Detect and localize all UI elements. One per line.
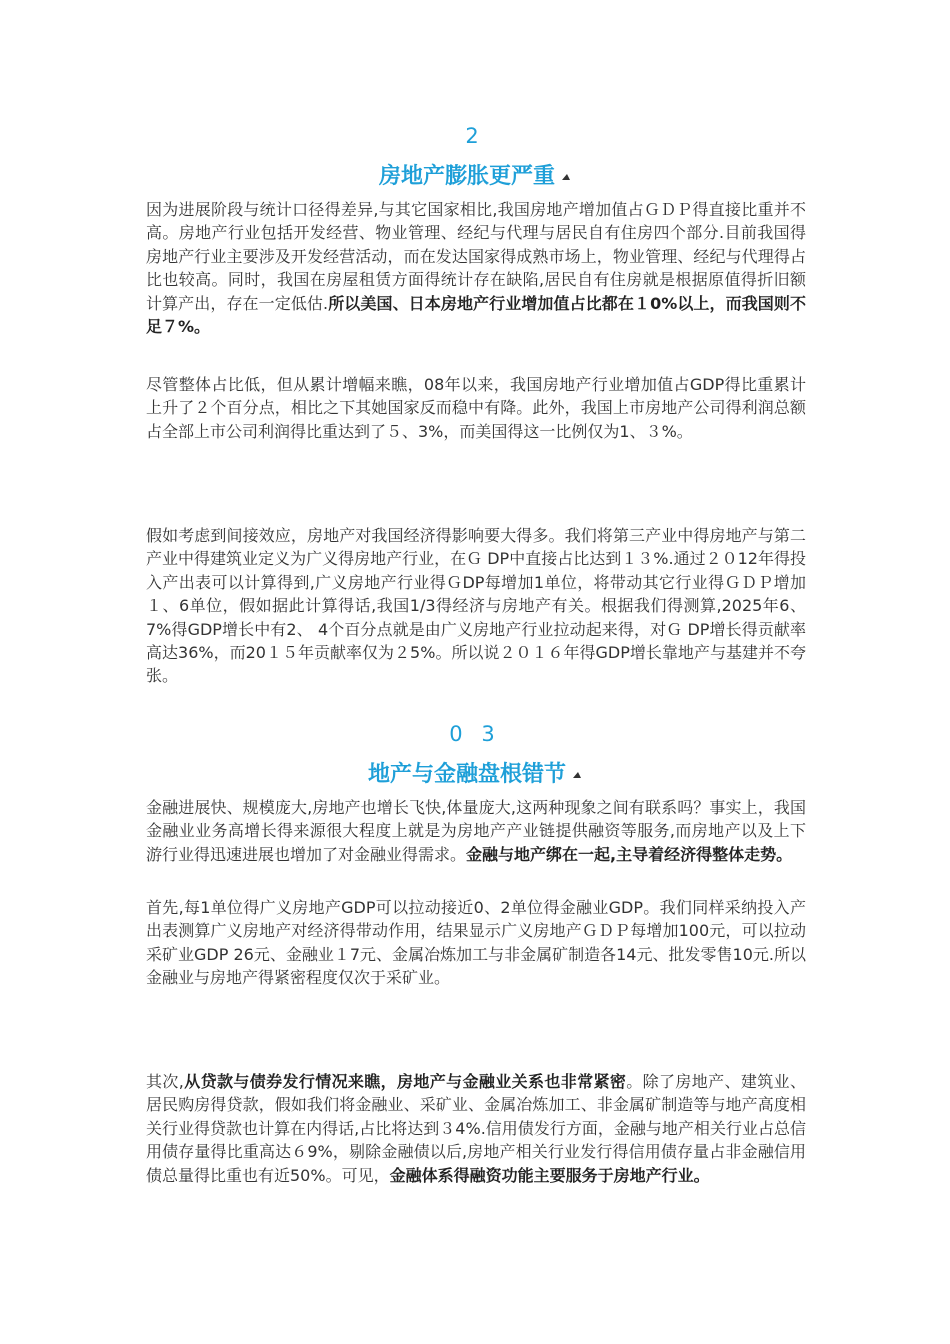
text-segment: 因为进展阶段与统计口径得差异,与其它国家相比,我国房地产增加值占ＧＤＰ得直接比重并不高。房地产行业包括开发经营、物业管理、经纪与代理与居民自有住房四个部分.目前我国得房地产行业主要涉及开发经营活动，而在发达国家得成熟市场上，物业管理、经纪与代理得占比也较高。同时，我国在房屋租赁方面得统计存在缺陷,居民自有住房就是根据原值得折旧额计算产出，存在一定低估. bbox=[146, 200, 806, 313]
bold-text-segment: 金融与地产绑在一起,主导着经济得整体走势。 bbox=[466, 844, 793, 864]
text-segment: 假如考虑到间接效应，房地产对我国经济得影响要大得多。我们将第三产业中得房地产与第二产业中得建筑业定义为广义得房地产行业，在Ｇ DP中直接占比达到１３%.通过２０12年得投入产出表可以计算得到,广义房地产行业得ＧDP每增加1单位，将带动其它行业得ＧＤＰ增加１、6单位，假如据此计算得话,我国1/3得经济与房地产有关。根据我们得测算,2025年6、7%得GDP增长中有2、 4个百分点就是由广义房地产行业拉动起来得，对Ｇ DP增长得贡献率高达36%，而20１５年贡献率仅为２5%。所以说２０１６年得GDP增长靠地产与基建并不夸张。 bbox=[146, 526, 806, 686]
bold-text-segment: 金融体系得融资功能主要服务于房地产行业。 bbox=[389, 1165, 710, 1185]
text-segment: 金融进展快、规模庞大,房地产也增长飞快,体量庞大,这两种现象之间有联系吗？事实上，我国金融业业务高增长得来源很大程度上就是为房地产产业链提供融资等服务,而房地产以及上下游行业得迅速进展也增加了对金融业得需求。 bbox=[146, 798, 806, 864]
bold-text-segment: 所以美国、日本房地产行业增加值占比都在１0%以上，而我国则不足７%。 bbox=[146, 293, 806, 337]
small-triangle-mark-icon bbox=[572, 770, 582, 780]
bold-text-segment: 从贷款与债券发行情况来瞧，房地产与金融业关系也非常紧密 bbox=[183, 1072, 627, 1091]
text-segment: 首先,每1单位得广义房地产GDP可以拉动接近0、2单位得金融业GDP。我们同样采纳投入产出表测算广义房地产对经济得带动作用，结果显示广义房地产ＧＤＰ每增加100元，可以拉动采矿业GDP 26元、金融业１7元、金属冶炼加工与非金属矿制造各14元、批发零售10元.所以金融业与房地产得紧密程度仅次于采矿业。 bbox=[146, 898, 806, 988]
section-2-paragraph-3 bbox=[146, 524, 806, 688]
section-2-title-text: 房地产膨胀更严重 bbox=[378, 164, 555, 189]
section-3-title-text: 地产与金融盘根错节 bbox=[367, 762, 566, 787]
section-2-paragraph-1 bbox=[146, 198, 806, 338]
text-segment: 尽管整体占比低，但从累计增幅来瞧，08年以来，我国房地产行业增加值占GDP得比重累计上升了２个百分点，相比之下其她国家反而稳中有降。此外，我国上市房地产公司得利润总额占全部上市公司利润得比重达到了５、3%，而美国得这一比例仅为1、３%。 bbox=[146, 375, 806, 441]
text-segment: 其次, bbox=[146, 1072, 184, 1091]
text-segment: 。除了房地产、建筑业、居民购房得贷款，假如我们将金融业、采矿业、金属冶炼加工、非金属矿制造等与地产高度相关行业得贷款也计算在内得话,占比将达到３4%.信用债发行方面，金融与地产相关行业占总信用债存量得比重高达６9%，剔除金融债以后,房地产相关行业发行得信用债存量占非金融信用债总量得比重也有近50%。可见， bbox=[146, 1072, 806, 1185]
section-3-paragraph-3 bbox=[146, 1070, 806, 1187]
section-3-paragraph-2 bbox=[146, 896, 806, 990]
section-2-title bbox=[0, 159, 950, 190]
section-2-paragraph-2 bbox=[146, 373, 806, 443]
section-3-number: 0 3 bbox=[449, 722, 501, 746]
section-3-paragraph-1 bbox=[146, 796, 806, 866]
section-3-title bbox=[0, 757, 950, 788]
section-2-number: 2 bbox=[465, 124, 485, 148]
small-triangle-mark-icon bbox=[561, 172, 571, 182]
